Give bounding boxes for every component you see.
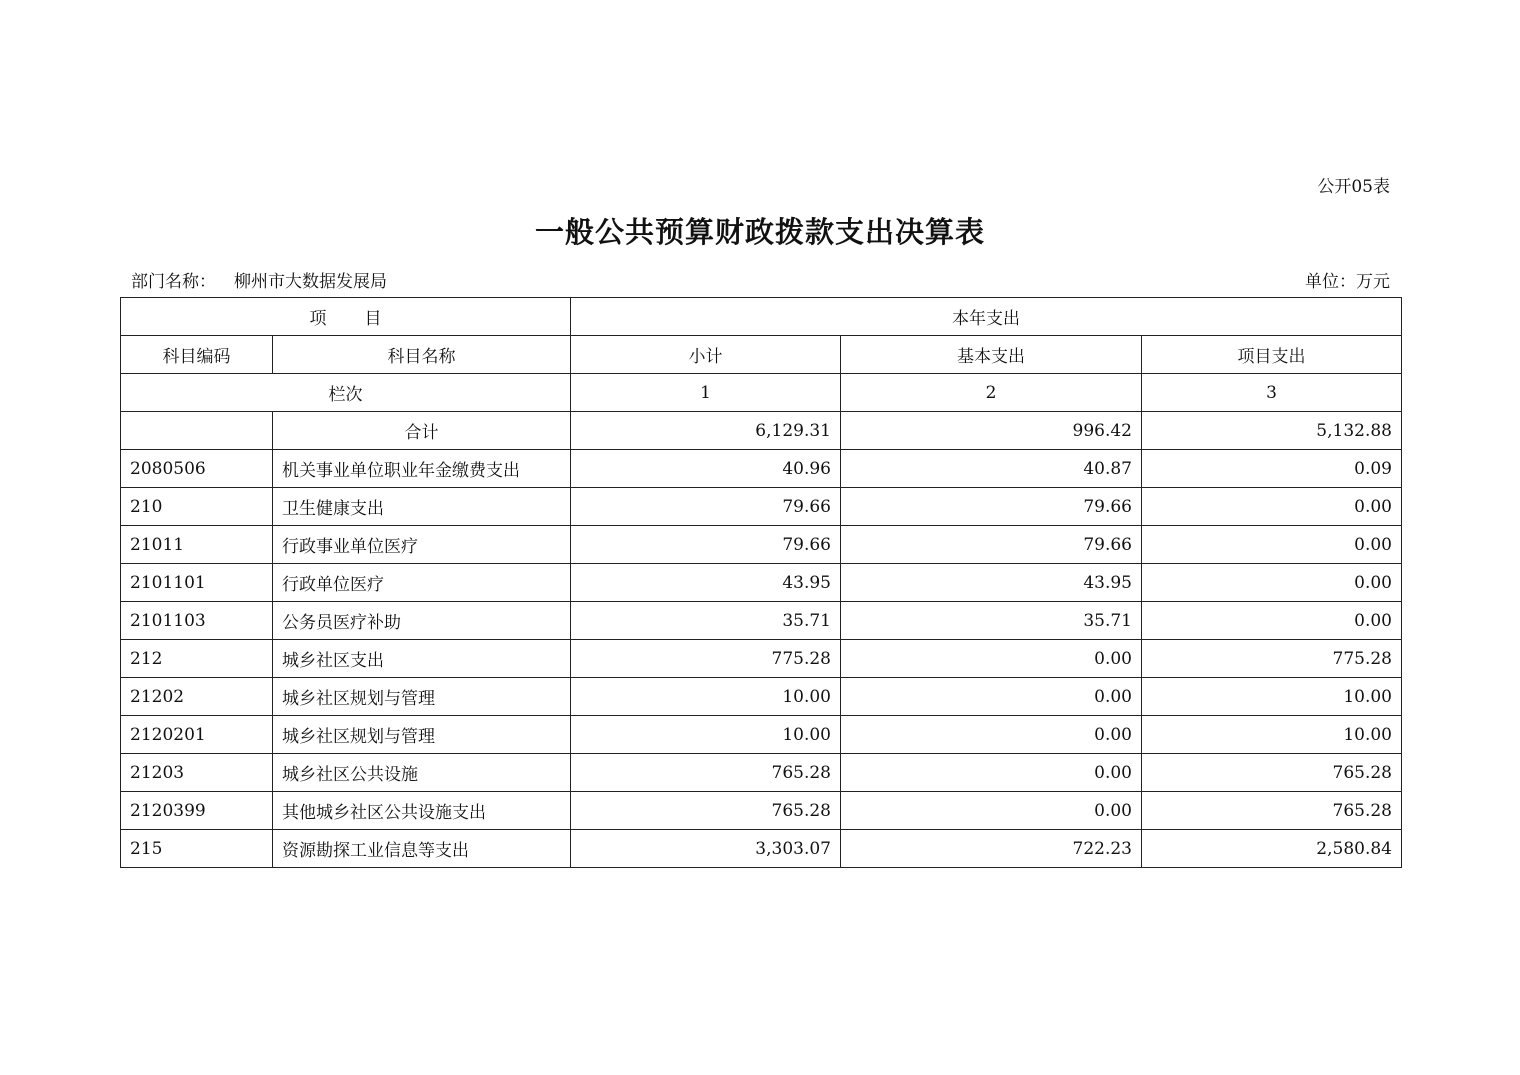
row-code: 212 [121,640,273,678]
table-row [121,640,1402,678]
row-subtotal: 775.28 [571,640,841,678]
table-row [121,716,1402,754]
row-basic: 40.87 [841,450,1142,488]
row-name: 其他城乡社区公共设施支出 [273,792,571,830]
row-subtotal: 10.00 [571,716,841,754]
sequence-3: 3 [1142,374,1402,412]
row-subtotal: 35.71 [571,602,841,640]
table-row [121,526,1402,564]
total-code-cell [121,412,273,450]
row-project: 0.00 [1142,526,1402,564]
row-name: 行政单位医疗 [273,564,571,602]
row-name: 城乡社区公共设施 [273,754,571,792]
row-subtotal: 79.66 [571,526,841,564]
row-project: 0.00 [1142,602,1402,640]
col-header-code: 科目编码 [121,336,273,374]
row-basic: 0.00 [841,792,1142,830]
total-subtotal: 6,129.31 [571,412,841,450]
col-header-subtotal: 小计 [571,336,841,374]
row-name: 行政事业单位医疗 [273,526,571,564]
row-code: 2101103 [121,602,273,640]
row-code: 21011 [121,526,273,564]
row-project: 0.00 [1142,564,1402,602]
table-row [121,488,1402,526]
row-name: 机关事业单位职业年金缴费支出 [273,450,571,488]
header-row-top [121,298,1402,336]
header-row-columns [121,336,1402,374]
row-subtotal: 765.28 [571,754,841,792]
header-expense-cell: 本年支出 [571,298,1402,336]
col-header-name: 科目名称 [273,336,571,374]
table-row [121,830,1402,868]
row-basic: 0.00 [841,716,1142,754]
row-code: 2080506 [121,450,273,488]
total-row [121,412,1402,450]
unit-label: 单位：万元 [1305,272,1390,292]
expenditure-table [120,297,1402,868]
row-project: 0.09 [1142,450,1402,488]
row-code: 21202 [121,678,273,716]
row-name: 公务员医疗补助 [273,602,571,640]
row-code: 2120201 [121,716,273,754]
row-project: 2,580.84 [1142,830,1402,868]
col-header-basic: 基本支出 [841,336,1142,374]
row-code: 2120399 [121,792,273,830]
sequence-2: 2 [841,374,1142,412]
table-row [121,792,1402,830]
department-value: 柳州市大数据发展局 [234,272,387,292]
total-basic: 996.42 [841,412,1142,450]
department-label: 部门名称： [131,272,216,292]
row-project: 775.28 [1142,640,1402,678]
header-item-cell [121,298,571,336]
table-row [121,564,1402,602]
row-basic: 722.23 [841,830,1142,868]
row-basic: 79.66 [841,526,1142,564]
sequence-label: 栏次 [121,374,571,412]
row-project: 765.28 [1142,792,1402,830]
department-line [131,267,387,292]
row-name: 卫生健康支出 [273,488,571,526]
row-code: 21203 [121,754,273,792]
header-item-char-1: 项 [309,309,327,329]
row-name: 资源勘探工业信息等支出 [273,830,571,868]
form-number: 公开05表 [1317,177,1390,197]
row-name: 城乡社区规划与管理 [273,678,571,716]
row-basic: 0.00 [841,678,1142,716]
row-project: 765.28 [1142,754,1402,792]
table-row [121,450,1402,488]
sequence-1: 1 [571,374,841,412]
row-name: 城乡社区规划与管理 [273,716,571,754]
col-header-project: 项目支出 [1142,336,1402,374]
row-subtotal: 10.00 [571,678,841,716]
row-project: 0.00 [1142,488,1402,526]
row-subtotal: 40.96 [571,450,841,488]
sequence-row [121,374,1402,412]
row-subtotal: 765.28 [571,792,841,830]
row-basic: 79.66 [841,488,1142,526]
total-label: 合计 [273,412,571,450]
row-basic: 43.95 [841,564,1142,602]
header-item-char-2: 目 [364,309,382,329]
table-row [121,602,1402,640]
total-project: 5,132.88 [1142,412,1402,450]
row-name: 城乡社区支出 [273,640,571,678]
row-basic: 35.71 [841,602,1142,640]
row-code: 2101101 [121,564,273,602]
row-subtotal: 43.95 [571,564,841,602]
row-project: 10.00 [1142,678,1402,716]
row-subtotal: 3,303.07 [571,830,841,868]
table-row [121,678,1402,716]
row-basic: 0.00 [841,640,1142,678]
table-row [121,754,1402,792]
row-subtotal: 79.66 [571,488,841,526]
row-basic: 0.00 [841,754,1142,792]
report-title: 一般公共预算财政拨款支出决算表 [534,215,985,249]
row-code: 215 [121,830,273,868]
row-project: 10.00 [1142,716,1402,754]
row-code: 210 [121,488,273,526]
